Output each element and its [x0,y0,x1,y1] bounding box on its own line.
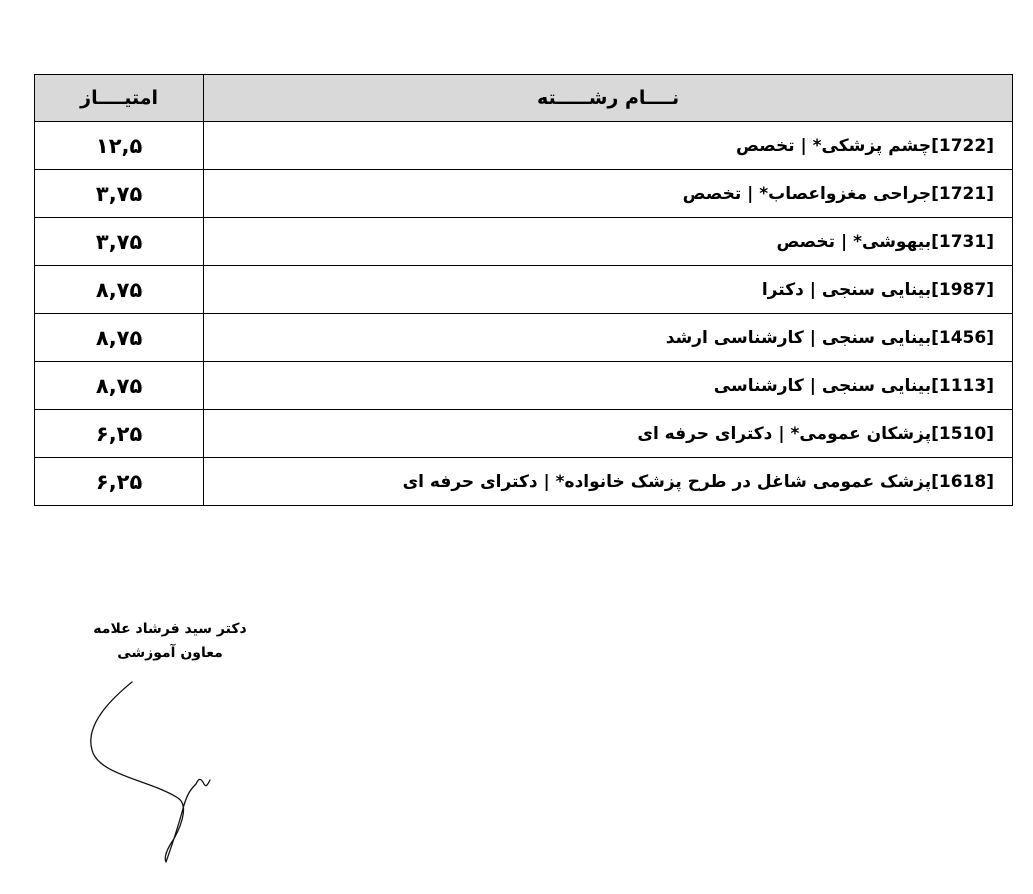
field-name-cell: [1618]پزشک عمومی شاغل در طرح پزشک خانواده* | دکترای حرفه ای [204,458,1013,506]
score-cell: ۳,۷۵ [35,170,204,218]
score-cell: ۶,۲۵ [35,458,204,506]
table-row [35,458,1013,506]
score-cell: ۱۲,۵ [35,122,204,170]
score-cell: ۸,۷۵ [35,362,204,410]
signatory-role: معاون آموزشی [117,644,223,661]
table-row [35,122,1013,170]
table-row [35,410,1013,458]
field-name-cell: [1113]بینایی سنجی | کارشناسی [204,362,1013,410]
field-name-cell: [1510]پزشکان عمومی* | دکترای حرفه ای [204,410,1013,458]
score-cell: ۳,۷۵ [35,218,204,266]
field-name-cell: [1722]چشم پزشکی* | تخصص [204,122,1013,170]
signature-block [60,618,280,666]
field-name-cell: [1987]بینایی سنجی | دکترا [204,266,1013,314]
table-row [35,314,1013,362]
score-cell: ۶,۲۵ [35,410,204,458]
signatory-name: دکتر سید فرشاد علامه [93,621,247,637]
table-row [35,266,1013,314]
field-name-cell: [1456]بینایی سنجی | کارشناسی ارشد [204,314,1013,362]
table-row [35,362,1013,410]
handwritten-signature [80,680,260,870]
score-table [34,74,1013,506]
score-cell: ۸,۷۵ [35,314,204,362]
table-row [35,218,1013,266]
score-cell: ۸,۷۵ [35,266,204,314]
header-field-name: نــــام رشـــــته [204,75,1013,122]
field-name-cell: [1731]بیهوشی* | تخصص [204,218,1013,266]
table-row [35,170,1013,218]
table-header-row [35,75,1013,122]
field-name-cell: [1721]جراحی مغزواعصاب* | تخصص [204,170,1013,218]
header-score: امتيــــاز [35,75,204,122]
